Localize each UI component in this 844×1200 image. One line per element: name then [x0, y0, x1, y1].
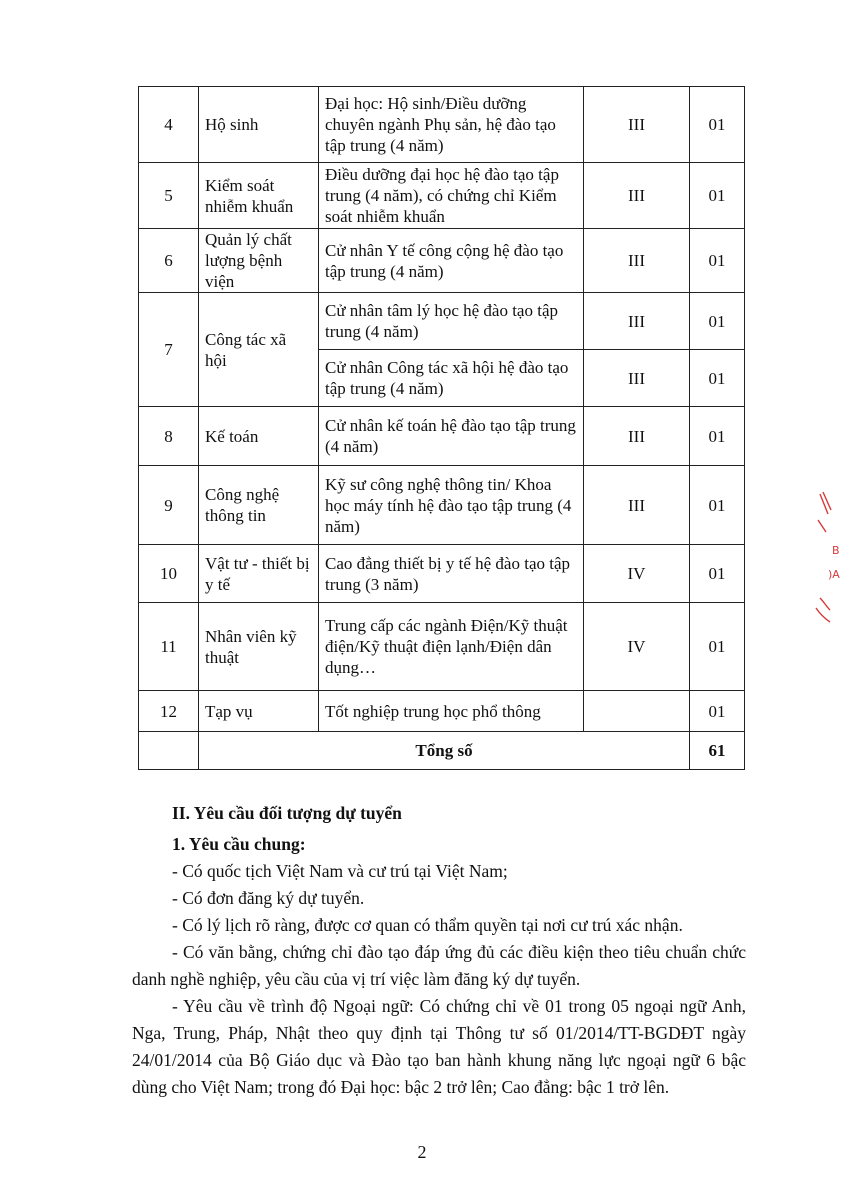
- position-name: Hộ sinh: [199, 87, 319, 163]
- requirement-text: Cử nhân tâm lý học hệ đào tạo tập trung (4 năm): [319, 293, 584, 350]
- svg-text:B: B: [832, 544, 840, 557]
- position-name: Nhân viên kỹ thuật: [199, 603, 319, 691]
- requirement-text: Cử nhân Y tế công cộng hệ đào tạo tập trung (4 năm): [319, 229, 584, 293]
- requirement-item: - Yêu cầu về trình độ Ngoại ngữ: Có chứng chỉ về 01 trong 05 ngoại ngữ Anh, Nga, Trung, Pháp, Nhật theo quy định tại Thông tư số 01/2014/TT-BGDĐT ngày 24/01/2014 của Bộ Giáo dục và Đào tạo ban hành khung năng lực ngoại ngữ 6 bậc dùng cho Việt Nam; trong đó Đại học: bậc 2 trở lên; Cao đẳng: bậc 1 trở lên.: [132, 996, 746, 1097]
- row-number: 12: [139, 691, 199, 732]
- rank: III: [584, 163, 690, 229]
- requirement-text: Cử nhân Công tác xã hội hệ đào tạo tập trung (4 năm): [319, 350, 584, 407]
- rank: IV: [584, 545, 690, 603]
- quantity: 01: [690, 350, 745, 407]
- table-row: [139, 466, 745, 545]
- quantity: 01: [690, 163, 745, 229]
- position-name: Công tác xã hội: [199, 293, 319, 407]
- page-number: 2: [417, 1142, 427, 1162]
- quantity: 01: [690, 229, 745, 293]
- requirement-item: - Có quốc tịch Việt Nam và cư trú tại Việt Nam;: [172, 861, 508, 881]
- position-name: Vật tư - thiết bị y tế: [199, 545, 319, 603]
- row-number: 11: [139, 603, 199, 691]
- requirement-text: Cao đẳng thiết bị y tế hệ đào tạo tập trung (3 năm): [319, 545, 584, 603]
- position-name: Quản lý chất lượng bệnh viện: [199, 229, 319, 293]
- requirement-text: Cử nhân kế toán hệ đào tạo tập trung (4 năm): [319, 407, 584, 466]
- row-number: 7: [139, 293, 199, 407]
- row-number: 8: [139, 407, 199, 466]
- requirement-text: Trung cấp các ngành Điện/Kỹ thuật điện/Kỹ thuật điện lạnh/Điện dân dụng…: [319, 603, 584, 691]
- row-number: 4: [139, 87, 199, 163]
- quantity: 01: [690, 466, 745, 545]
- table-row: [139, 87, 745, 163]
- rank: III: [584, 350, 690, 407]
- requirement-text: Tốt nghiệp trung học phổ thông: [319, 691, 584, 732]
- requirement-item: - Có văn bằng, chứng chỉ đào tạo đáp ứng đủ các điều kiện theo tiêu chuẩn chức danh nghề nghiệp, yêu cầu của vị trí việc làm đăng ký dự tuyển.: [132, 942, 746, 989]
- table-row: [139, 545, 745, 603]
- total-empty-cell: [139, 732, 199, 770]
- total-row: [139, 732, 745, 770]
- rank: III: [584, 407, 690, 466]
- table-row: [139, 163, 745, 229]
- requirement-text: Kỹ sư công nghệ thông tin/ Khoa học máy tính hệ đào tạo tập trung (4 năm): [319, 466, 584, 545]
- svg-text:)A: )A: [828, 568, 840, 581]
- positions-table: [138, 86, 745, 770]
- requirement-text: Đại học: Hộ sinh/Điều dưỡng chuyên ngành Phụ sản, hệ đào tạo tập trung (4 năm): [319, 87, 584, 163]
- quantity: 01: [690, 691, 745, 732]
- table-row: [139, 691, 745, 732]
- row-number: 6: [139, 229, 199, 293]
- rank: [584, 691, 690, 732]
- rank: III: [584, 229, 690, 293]
- position-name: Kế toán: [199, 407, 319, 466]
- position-name: Tạp vụ: [199, 691, 319, 732]
- requirements-section: [132, 800, 746, 1101]
- total-label: Tổng số: [199, 732, 690, 770]
- quantity: 01: [690, 603, 745, 691]
- position-name: Kiểm soát nhiễm khuẩn: [199, 163, 319, 229]
- quantity: 01: [690, 293, 745, 350]
- quantity: 01: [690, 545, 745, 603]
- section-heading: II. Yêu cầu đối tượng dự tuyển: [172, 803, 402, 823]
- total-value: 61: [690, 732, 745, 770]
- quantity: 01: [690, 407, 745, 466]
- table-row: [139, 229, 745, 293]
- position-name: Công nghệ thông tin: [199, 466, 319, 545]
- row-number: 5: [139, 163, 199, 229]
- rank: III: [584, 466, 690, 545]
- rank: III: [584, 87, 690, 163]
- quantity: 01: [690, 87, 745, 163]
- requirement-item: - Có đơn đăng ký dự tuyển.: [172, 888, 365, 908]
- row-number: 10: [139, 545, 199, 603]
- table-row: [139, 293, 745, 350]
- table-row: [139, 603, 745, 691]
- rank: III: [584, 293, 690, 350]
- requirement-text: Điều dưỡng đại học hệ đào tạo tập trung (4 năm), có chứng chỉ Kiểm soát nhiễm khuẩn: [319, 163, 584, 229]
- requirement-item: - Có lý lịch rõ ràng, được cơ quan có thẩm quyền tại nơi cư trú xác nhận.: [172, 915, 683, 935]
- table-row: [139, 407, 745, 466]
- row-number: 9: [139, 466, 199, 545]
- rank: IV: [584, 603, 690, 691]
- stamp-fragment-icon: [806, 488, 844, 628]
- section-subheading: 1. Yêu cầu chung:: [172, 834, 306, 854]
